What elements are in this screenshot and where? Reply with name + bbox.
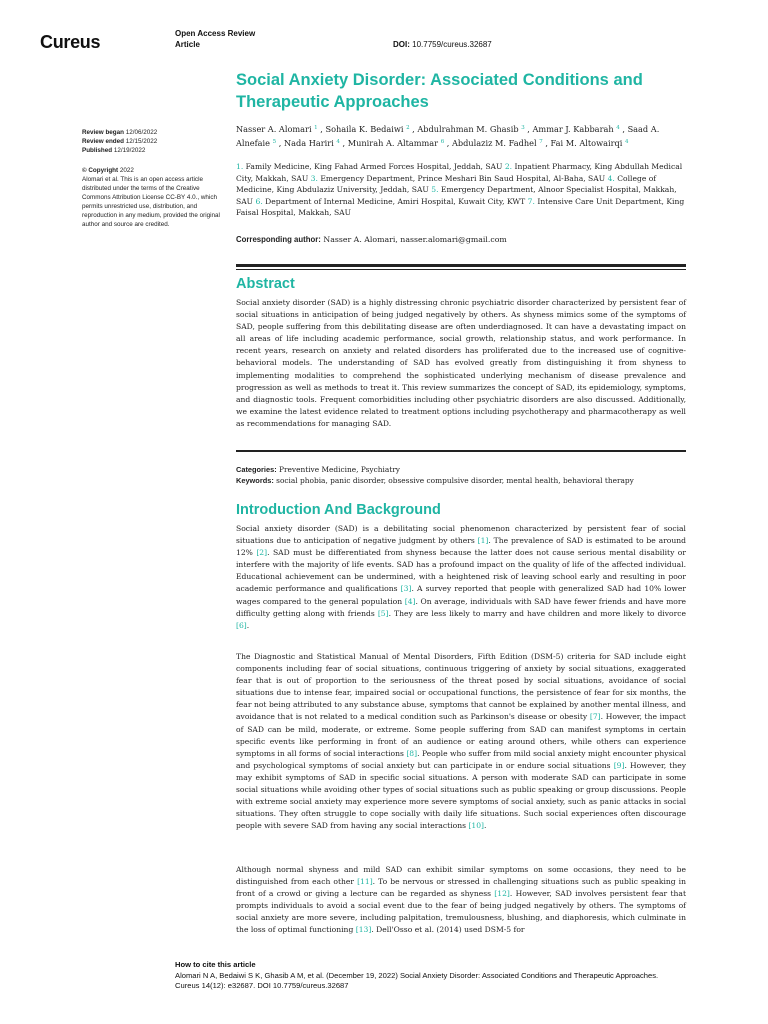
license-text: Alomari et al. This is an open access article distributed under the terms of the Creative Commons Attribution License CC-BY 4.0., which permits unrestricted use, distribution, and reproduction in any medium, provided the original author and source are credited. xyxy=(82,176,220,228)
affiliation-text: Emergency Department, Alnoor Specialist Hospital, Makkah, SAU xyxy=(236,185,677,206)
keywords-text: social phobia, panic disorder, obsessive compulsive disorder, mental health, behavioral therapy xyxy=(276,476,634,485)
doi-value[interactable]: 10.7759/cureus.32687 xyxy=(412,40,492,49)
published-label: Published xyxy=(82,147,113,154)
reference-link[interactable]: [1] xyxy=(477,536,489,546)
affiliation-number: 4. xyxy=(607,173,618,183)
reference-link[interactable]: [10] xyxy=(468,821,485,831)
cite-line1: Alomari N A, Bedaiwi S K, Ghasib A M, et al. (December 19, 2022) Social Anxiety Disorder: Associated Conditions and Therapeutic Approaches. xyxy=(175,970,659,980)
author-list: Nasser A. Alomari $^1$ , Sohaila K. Bedaiwi $^2$ , Abdulrahman M. Ghasib $^3$ , Ammar J. Kabbarah $^4$ , Saad A. Alnefaie $^5$ , Nada Hariri $^4$ , Munirah A. Altammar $^6$ , Abdulaziz M. Fadhel $^7$ , Fai M. Altowairqi $^4$ xyxy=(236,124,660,148)
review-began: 12/06/2022 xyxy=(125,129,158,136)
reference-link[interactable]: [4] xyxy=(404,596,416,606)
author-name: Munirah A. Altammar xyxy=(347,138,441,148)
reference-link[interactable]: [2] xyxy=(256,548,268,558)
copyright-block xyxy=(82,166,222,229)
affiliation-number: 2. xyxy=(504,162,515,171)
reference-link[interactable]: [11] xyxy=(357,877,373,887)
article-type xyxy=(175,28,255,50)
affiliation-text: Department of Internal Medicine, Amiri Hospital, Kuwait City, KWT xyxy=(265,196,528,206)
intro-paragraph-2: The Diagnostic and Statistical Manual of Mental Disorders, Fifth Edition (DSM-5) criteria for SAD include eight components including fear of social situations, continuous triggering of anxiety by social situations, exaggerated fear that is out of proportion to the seriousness of the threat posed by social situations, avoidance of social situations due to intense fear, impaired social or occupational functions, the persistence of fear for six months, the fear not being attributed to any substance abuse, symptoms that cannot be explained by another mental illness, and avoidance that is not related to a medical condition such as Parkinson's disease or obesity [7]. However, the impact of SAD can be mild, moderate, or extreme. Some people suffering from SAD can manifest symptoms in certain specific events like performing in front of an audience or eating around others, while others can experience symptoms in all forms of social interactions [8]. People who suffer from mild social anxiety might encounter physical and psychological symptoms of social anxiety but can participate in or endure social situations [9]. However, they may exhibit symptoms of SAD in specific social situations. A person with moderate SAD can participate in some social situations while avoiding other types of social situations such as public speaking or group discussions. People with extreme social anxiety may experience more severe symptoms of social anxiety, such as panic attacks in social situations. They often struggle to cope socially with daily life situations. Such social experiences often discourage people with severe SAD from having any social interactions [10]. xyxy=(236,652,687,831)
author-affiliation-number: 3 xyxy=(521,125,525,131)
affiliation-number: 7. xyxy=(527,196,538,206)
affiliations xyxy=(236,161,686,219)
affiliation-number: 5. xyxy=(431,185,441,195)
author-name: Ammar J. Kabbarah xyxy=(532,124,617,134)
reference-link[interactable]: [6] xyxy=(236,620,247,630)
published-date: 12/19/2022 xyxy=(113,147,146,154)
reference-link[interactable]: [7] xyxy=(589,712,601,722)
corresponding-label: Corresponding author: xyxy=(236,235,321,244)
review-began-label: Review began xyxy=(82,129,124,136)
author-affiliation-number: 4 xyxy=(624,139,629,145)
categories-label: Categories: xyxy=(236,465,277,474)
reference-link[interactable]: [8] xyxy=(406,748,418,758)
article-title: Social Anxiety Disorder: Associated Conditions and Therapeutic Approaches xyxy=(236,71,643,111)
author-affiliation-number: 6 xyxy=(440,139,445,145)
author-affiliation-number: 1 xyxy=(314,125,318,131)
author-name: Fai M. Altowairqi xyxy=(550,138,625,148)
author-name: Abdulrahman M. Ghasib xyxy=(417,124,522,134)
reference-link[interactable]: [5] xyxy=(377,608,389,618)
categories-block xyxy=(236,464,686,486)
intro-paragraph-1: Social anxiety disorder (SAD) is a debilitating social phenomenon characterized by persistent fear of social situations due to anticipation of negative judgment by others [1]. The prevalence of SAD is estimated to be around 12% [2]. SAD must be differentiated from shyness because the latter does not cause serious mental disability or interfere with the majority of life events. SAD has a profound impact on the quality of life of the affected individual. Educational achievement can be undermined, with a heightened risk of leaving school early and resulting in poor academic performance and qualifications [3]. A survey reported that people with generalized SAD had 10% lower wages compared to the general population [4]. On average, individuals with SAD have fewer friends and have more difficulty getting along with friends [5]. They are less likely to marry and have children and more likely to divorce [6]. xyxy=(236,524,687,630)
affiliation-number: 1. xyxy=(236,162,246,171)
author-name: Nada Hariri xyxy=(283,138,337,148)
article-type-line2: Article xyxy=(175,40,200,49)
copyright-year: 2022 xyxy=(119,167,134,174)
divider-thin xyxy=(236,269,686,270)
reference-link[interactable]: [9] xyxy=(613,760,625,770)
divider-abstract xyxy=(236,450,686,452)
abstract-heading: Abstract xyxy=(236,276,295,292)
corresponding-text: Nasser A. Alomari, nasser.alomari@gmail.com xyxy=(323,235,507,244)
affiliation-text: Family Medicine, King Fahad Armed Forces Hospital, Jeddah, SAU xyxy=(245,162,505,171)
author-name: Saad A. Alnefaie xyxy=(236,124,660,148)
affiliation-text: Emergency Department, Prince Meshari Bin Saud Hospital, Al-Baha, SAU xyxy=(320,173,608,183)
cite-line2: Cureus 14(12): e32687. DOI 10.7759/cureus.32687 xyxy=(175,981,349,990)
doi-label: DOI: xyxy=(393,40,410,49)
how-to-cite xyxy=(175,960,745,992)
review-dates xyxy=(82,128,222,155)
divider-thick xyxy=(236,264,686,267)
intro-heading: Introduction And Background xyxy=(236,502,441,518)
reference-link[interactable]: [12] xyxy=(494,889,510,899)
reference-link[interactable]: [13] xyxy=(355,925,372,935)
author-name: Nasser A. Alomari xyxy=(236,124,315,134)
keywords-label: Keywords: xyxy=(236,476,274,485)
abstract-text: Social anxiety disorder (SAD) is a highly distressing chronic psychiatric disorder characterized by persistent fear of social situations in anticipation of being judged negatively by others. As shyness mimics some of the symptoms of SAD, people suffering from this debilitating disease are often underdiagnosed. It can have a devastating impact on all areas of life including academic performance, social growth, relationship status, and work performance. In recent years, research on anxiety and related disorders has proliferated due to the increased use of cognitive-behavioral models. The understanding of SAD has evolved greatly from distinguishing it from shyness to implementing modalities to comprehend the sophisticated underlying mechanism of disease prevalence and progression as well as methods to treat it. This review summarizes the concept of SAD, its epidemiology, symptoms, and diagnostic tools. Frequent comorbidities including other psychiatric disorders are also discussed. Additionally, we examine the latest evidence related to treatment options including psychotherapy and pharmacotherapy as well as recommendations for managing SAD. xyxy=(236,298,686,428)
review-ended-label: Review ended xyxy=(82,138,124,145)
doi xyxy=(393,40,492,49)
author-affiliation-number: 4 xyxy=(336,139,340,145)
author-affiliation-number: 4 xyxy=(616,125,620,131)
journal-logo: Cureus xyxy=(40,32,101,52)
affiliation-number: 3. xyxy=(310,173,321,183)
author-affiliation-number: 5 xyxy=(272,139,277,145)
affiliation-text: Inpatient Pharmacy, King Abdullah Medical City, Makkah, SAU xyxy=(236,162,683,183)
affiliation-number: 6. xyxy=(255,196,266,206)
copyright-label: © Copyright xyxy=(82,167,119,174)
author-name: Sohaila K. Bedaiwi xyxy=(325,124,407,134)
corresponding-author xyxy=(236,235,507,244)
author-name: Abdulaziz M. Fadhel xyxy=(452,138,540,148)
reference-link[interactable]: [3] xyxy=(400,584,412,594)
affiliation-text: Intensive Care Unit Department, King Faisal Hospital, Makkah, SAU xyxy=(236,196,685,218)
intro-paragraph-3: Although normal shyness and mild SAD can exhibit similar symptoms on some occasions, they need to be distinguished from each other [11]. To be nervous or stressed in challenging situations such as public speaking in front of a crowd or giving a lecture can be regarded as shyness [12]. However, SAD involves persistent fear that prompts individuals to avoid a social event due to the fear of being judged negatively by others. The symptoms of social anxiety are more severe, including palpitation, tremulousness, blushing, and diaphoresis, which culminate in the loss of optimal functioning [13]. Dell'Osso et al. (2014) used DSM-5 for xyxy=(236,865,686,935)
cite-heading: How to cite this article xyxy=(175,960,256,969)
author-affiliation-number: 2 xyxy=(406,125,410,131)
categories-text: Preventive Medicine, Psychiatry xyxy=(279,465,400,474)
author-affiliation-number: 7 xyxy=(539,139,543,145)
affiliation-text: College of Medicine, King Abdulaziz University, Jeddah, SAU xyxy=(236,173,657,195)
article-type-line1: Open Access Review xyxy=(175,29,256,38)
review-ended: 12/15/2022 xyxy=(125,138,158,145)
